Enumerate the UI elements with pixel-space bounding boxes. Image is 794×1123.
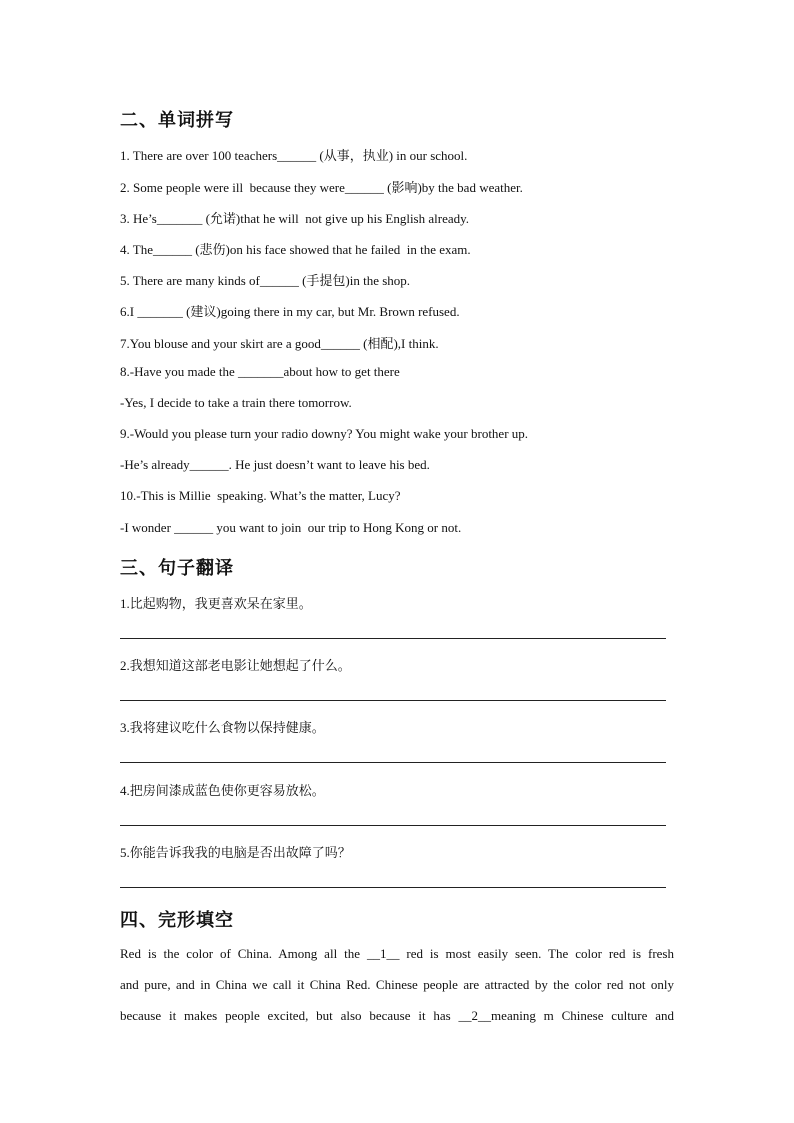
section-heading-spelling: 二、单词拼写 [120,110,234,131]
answer-line [120,825,666,826]
answer-line [120,700,666,701]
translation-item-2: 2.我想知道这部老电影让她想起了什么。 [120,658,351,673]
question-9: 9.-Would you please turn your radio downy? You might wake your brother up. [120,426,529,441]
question-9-reply: -He’s already______. He just doesn’t want to leave his bed. [120,457,430,472]
question-10-reply: -I wonder ______ you want to join our trip to Hong Kong or not. [120,520,462,535]
answer-line [120,638,666,639]
question-10: 10.-This is Millie speaking. What’s the matter, Lucy? [120,488,401,503]
translation-item-5: 5.你能告诉我我的电脑是否出故障了吗？ [120,845,351,860]
translation-item-3: 3.我将建议吃什么食物以保持健康。 [120,720,325,735]
question-4: 4. The______ (悲伤)on his face showed that he failed in the exam. [120,242,471,257]
question-7: 7.You blouse and your skirt are a good______ (相配),I think. [120,336,439,351]
cloze-passage [120,938,674,1031]
question-5: 5. There are many kinds of______ (手提包)in the shop. [120,273,411,288]
translation-item-4: 4.把房间漆成蓝色使你更容易放松。 [120,783,325,798]
section-heading-cloze: 四、完形填空 [120,910,234,931]
translation-item-1: 1.比起购物，我更喜欢呆在家里。 [120,596,312,611]
question-6: 6.I _______ (建议)going there in my car, but Mr. Brown refused. [120,304,460,319]
question-2: 2. Some people were ill because they were______ (影响)by the bad weather. [120,180,523,195]
question-3: 3. He’s_______ (允诺)that he will not give up his English already. [120,211,470,226]
passage-line-2: and pure, and in China we call it China Red. Chinese people are attracted by the color red not only [120,977,674,992]
question-8: 8.-Have you made the _______about how to get there [120,364,400,379]
question-8-reply: -Yes, I decide to take a train there tomorrow. [120,395,352,410]
section-heading-translation: 三、句子翻译 [120,558,234,579]
passage-line-3: because it makes people excited, but also because it has __2__meaning m Chinese culture and [120,1008,674,1023]
answer-line [120,762,666,763]
answer-line [120,887,666,888]
passage-line-1: Red is the color of China. Among all the __1__ red is most easily seen. The color red is fresh [120,946,674,961]
question-1: 1. There are over 100 teachers______ (从事，执业) in our school. [120,148,468,163]
